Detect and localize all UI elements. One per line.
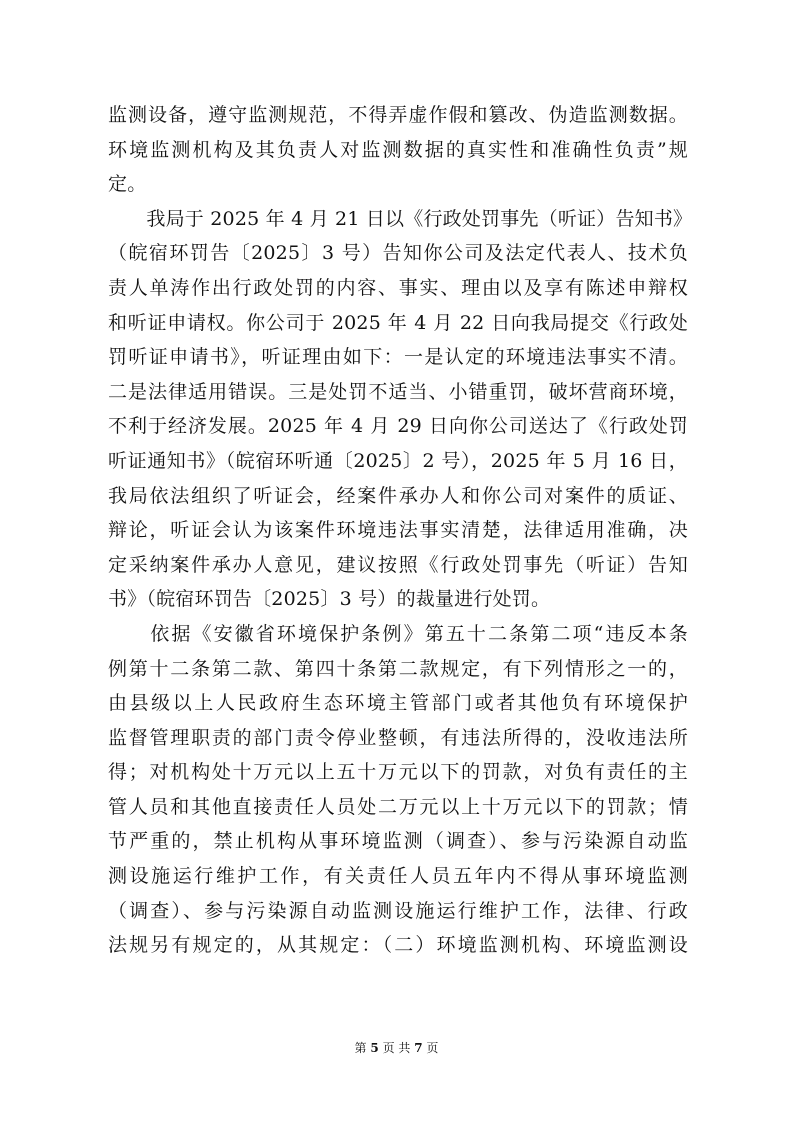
page-footer [0, 1040, 793, 1056]
document-body [108, 98, 693, 963]
text-line: 法规另有规定的，从其规定：（二）环境监测机构、环境监测设 [108, 934, 688, 957]
footer-middle: 页 共 [382, 1041, 411, 1055]
text-line: 辩论，听证会认为该案件环境违法事实清楚，法律适用准确，决 [108, 519, 688, 542]
text-line: 我局依法组织了听证会，经案件承办人和你公司对案件的质证、 [108, 484, 688, 507]
text-line: 管人员和其他直接责任人员处二万元以上十万元以下的罚款；情 [108, 795, 688, 818]
text-line: 例第十二条第二款、第四十条第二款规定，有下列情形之一的， [108, 657, 688, 680]
text-line: 和听证申请权。你公司于 2025 年 4 月 22 日向我局提交《行政处 [108, 311, 688, 334]
text-line: 我局于 2025 年 4 月 21 日以《行政处罚事先（听证）告知书》 [108, 207, 693, 230]
text-line: 由县级以上人民政府生态环境主管部门或者其他负有环境保护 [108, 692, 688, 715]
text-line: 不利于经济发展。2025 年 4 月 29 日向你公司送达了《行政处罚 [108, 415, 688, 438]
text-line: 定。 [108, 173, 147, 196]
footer-suffix: 页 [426, 1041, 439, 1055]
text-line: 定采纳案件承办人意见，建议按照《行政处罚事先（听证）告知 [108, 553, 688, 576]
paragraph-3 [108, 617, 688, 963]
current-page-number: 5 [370, 1041, 379, 1055]
text-line: 监测设备，遵守监测规范，不得弄虚作假和篡改、伪造监测数据。 [108, 104, 688, 126]
text-line: 书》（皖宿环罚告〔2025〕3 号）的裁量进行处罚。 [108, 588, 551, 611]
total-pages-number: 7 [414, 1041, 423, 1055]
text-line: 环境监测机构及其负责人对监测数据的真实性和准确性负责”规 [108, 138, 688, 161]
text-line: 听证通知书》（皖宿环听通〔2025〕2 号），2025 年 5 月 16 日， [108, 449, 688, 472]
text-line: 得；对机构处十万元以上五十万元以下的罚款，对负有责任的主 [108, 761, 688, 784]
footer-prefix: 第 [354, 1041, 367, 1055]
text-line: （调查）、参与污染源自动监测设施运行维护工作，法律、行政 [108, 899, 688, 922]
text-line: （皖宿环罚告〔2025〕3 号）告知你公司及法定代表人、技术负 [108, 242, 688, 265]
text-line: 责人单涛作出行政处罚的内容、事实、理由以及享有陈述申辩权 [108, 276, 688, 299]
paragraph-1 [108, 98, 688, 202]
text-line: 测设施运行维护工作，有关责任人员五年内不得从事环境监测 [108, 865, 688, 888]
text-line: 二是法律适用错误。三是处罚不适当、小错重罚，破坏营商环境， [108, 380, 688, 403]
text-line: 罚听证申请书》，听证理由如下：一是认定的环境违法事实不清。 [108, 346, 688, 369]
text-line: 监督管理职责的部门责令停业整顿，有违法所得的，没收违法所 [108, 726, 688, 749]
paragraph-2 [108, 202, 693, 617]
text-line: 依据《安徽省环境保护条例》第五十二条第二项“违反本条 [108, 622, 688, 645]
text-line: 节严重的，禁止机构从事环境监测（调查）、参与污染源自动监 [108, 830, 688, 853]
